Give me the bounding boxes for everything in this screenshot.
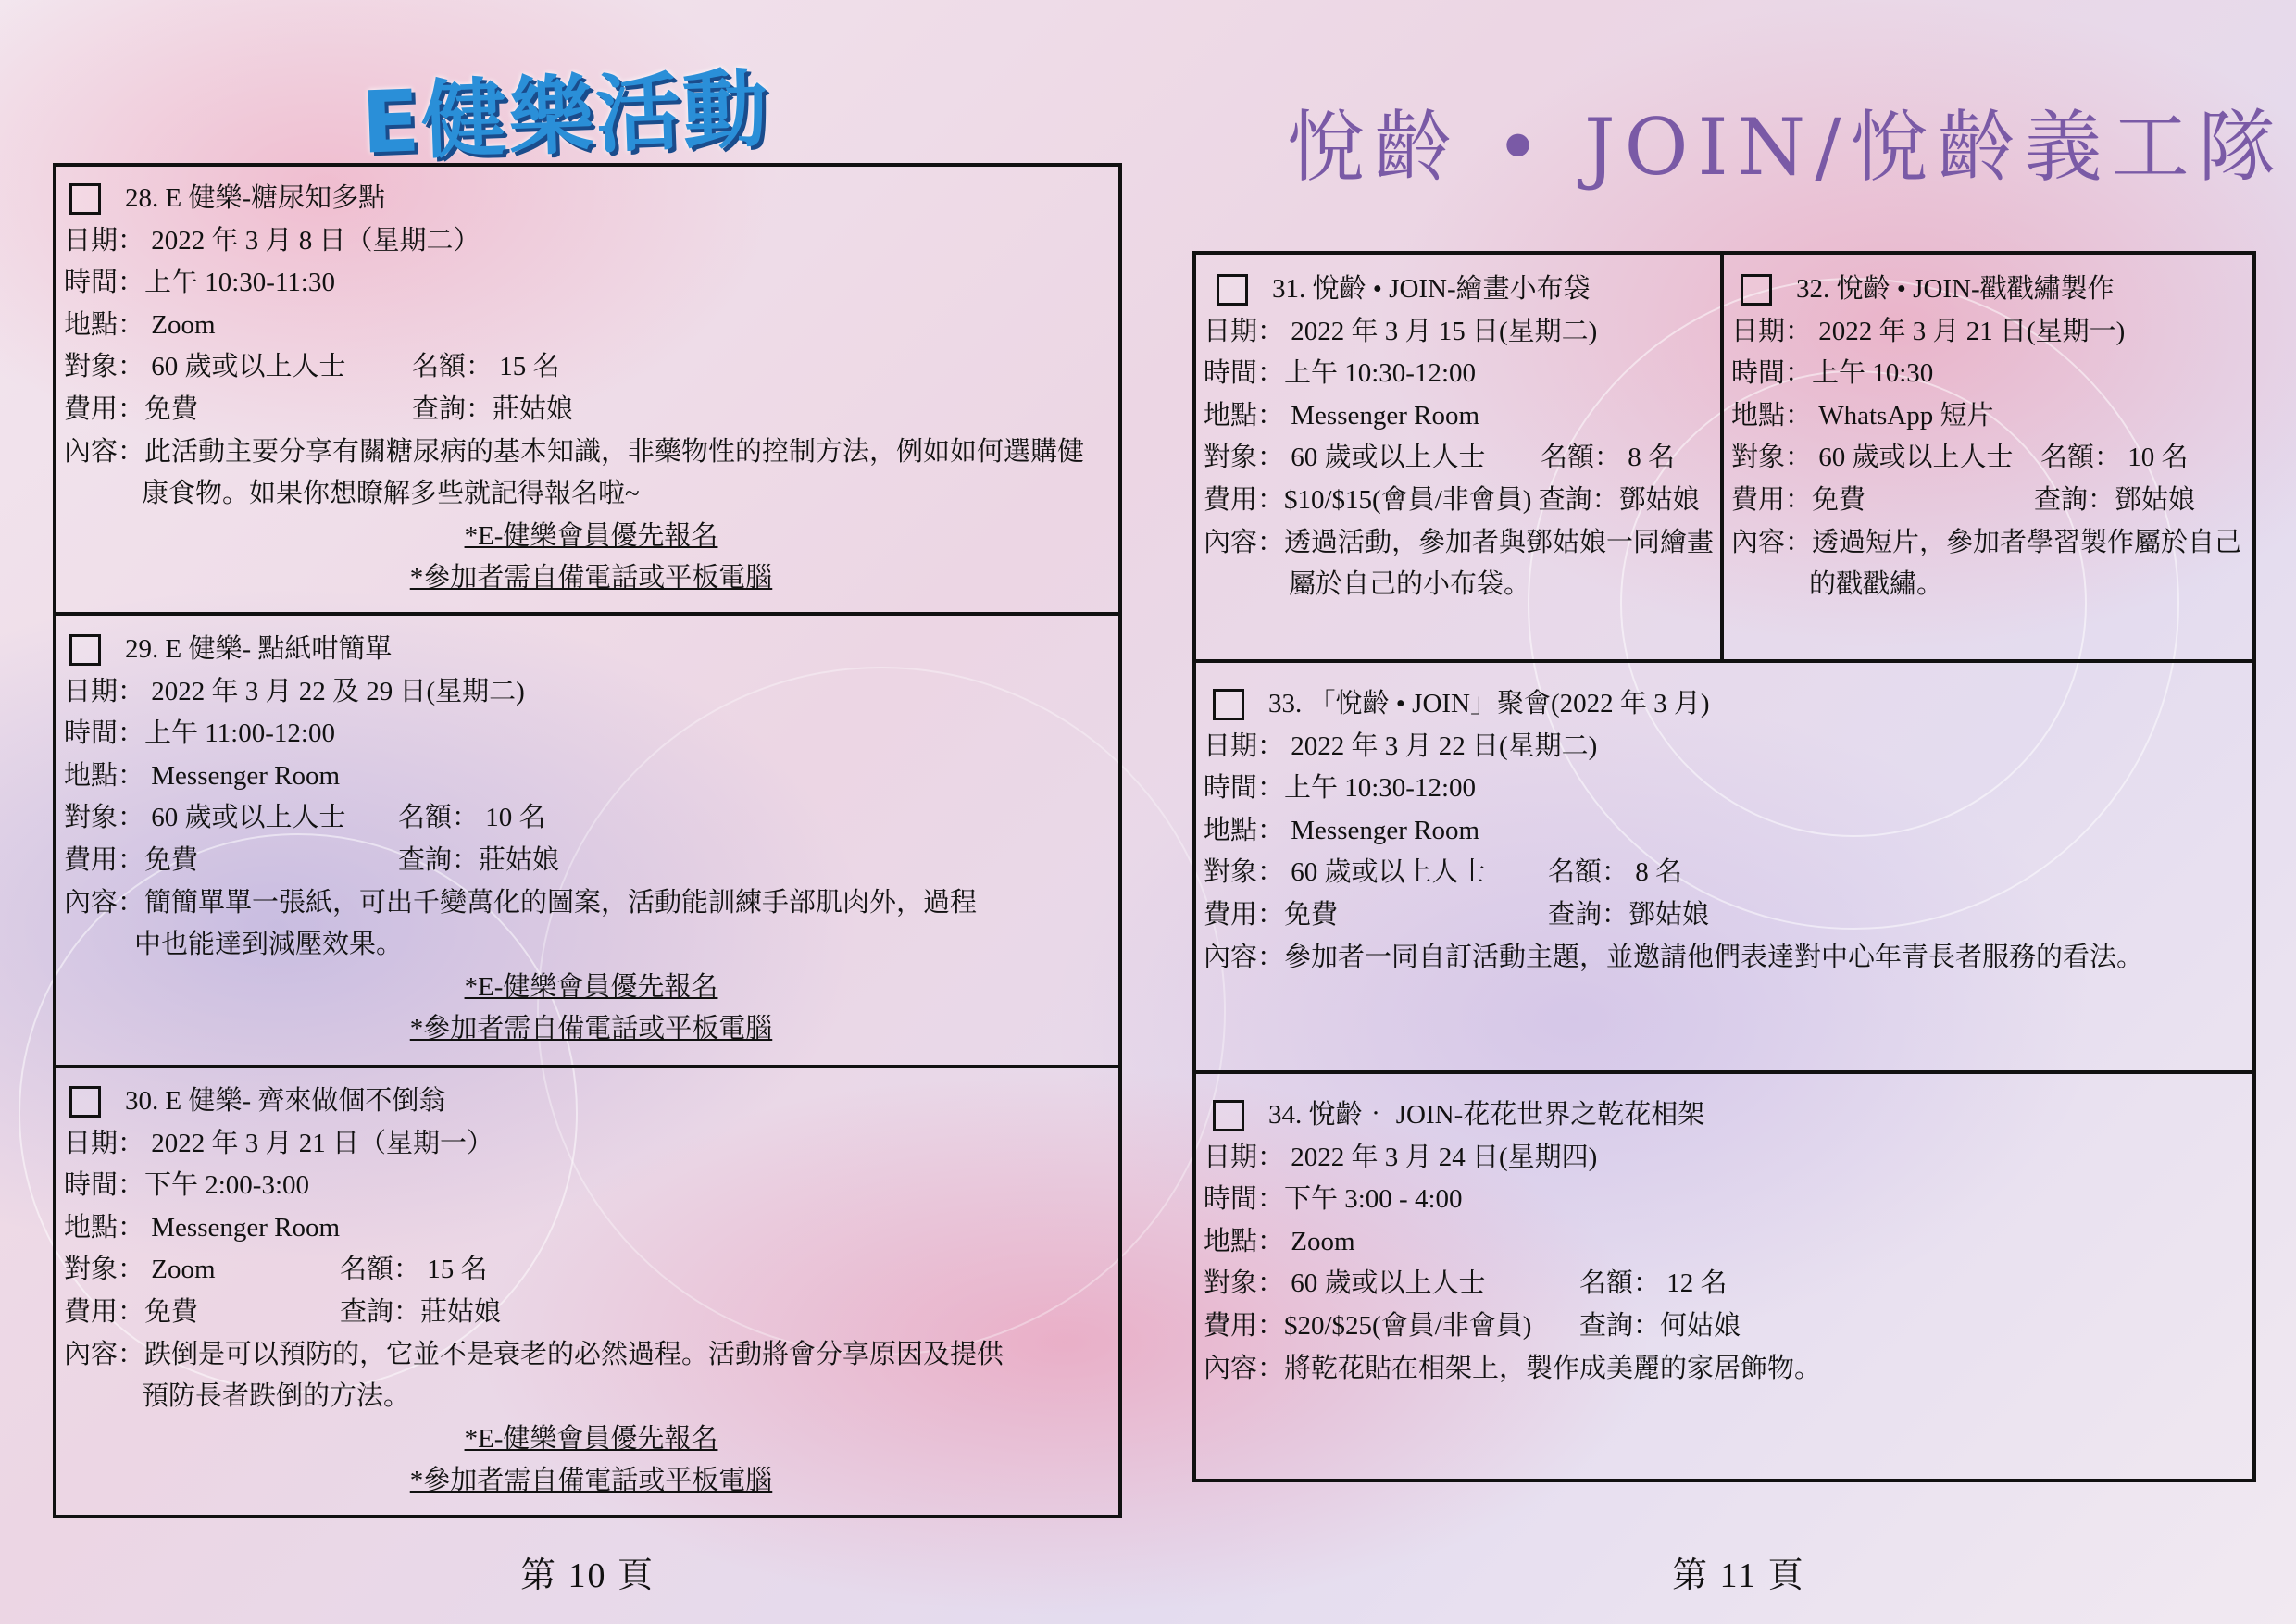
activity-content: 內容：參加者一同自訂活動主題，並邀請他們表達對中心年青長者服務的看法。	[1204, 942, 2144, 972]
divider-32-33	[1192, 659, 2256, 663]
member-priority-note: *E-健樂會員優先報名	[464, 971, 718, 1002]
divider-28-29	[53, 612, 1122, 616]
activity-place: 地點： Zoom	[64, 309, 216, 340]
activity-content-cont: 屬於自己的小布袋。	[1289, 569, 1531, 600]
activity-content-cont: 預防長者跌倒的方法。	[142, 1381, 411, 1412]
activity-target-row	[1204, 852, 2252, 894]
activity-card-30	[56, 1069, 1118, 1515]
activity-place: 地點： Messenger Room	[64, 1212, 341, 1243]
activity-fee: 費用：免費	[64, 394, 199, 424]
activity-content: 內容：透過活動，參加者與鄧姑娘一同繪畫	[1204, 527, 1715, 557]
activity-title: 31. 悅齡 • JOIN-繪畫小布袋	[1272, 274, 1591, 304]
activity-target-row	[64, 797, 1118, 840]
activity-target: 對象： 60 歲或以上人士	[64, 803, 346, 833]
activity-content: 內容：透過短片，參加者學習製作屬於自己	[1731, 527, 2242, 557]
activity-target: 對象： 60 歲或以上人士	[64, 352, 346, 382]
activity-quota: 名額： 15 名	[340, 1255, 488, 1285]
device-note: *參加者需自備電話或平板電腦	[409, 563, 773, 593]
activity-quota: 名額： 8 名	[1548, 857, 1683, 888]
activity-time: 時間：上午 10:30	[1731, 358, 1934, 389]
activity-fee: 費用：免費	[64, 1296, 199, 1327]
checkbox-33[interactable]	[1213, 689, 1244, 720]
activity-title: 33. 「悅齡 • JOIN」聚會(2022 年 3 月)	[1268, 689, 1710, 718]
activity-content-cont: 中也能達到減壓效果。	[134, 930, 404, 960]
activity-target-row	[64, 1249, 1118, 1292]
activity-time: 時間：上午 10:30-11:30	[64, 268, 335, 298]
checkbox-31[interactable]	[1217, 274, 1248, 306]
activity-content-cont: 的戳戳繡。	[1809, 569, 1944, 600]
activity-target: 對象： 60 歲或以上人士	[1204, 857, 1486, 888]
activity-title: 30. E 健樂- 齊來做個不倒翁	[125, 1086, 446, 1116]
activity-title: 34. 悅齡‧ JOIN-花花世界之乾花相架	[1268, 1100, 1705, 1130]
activity-fee: 費用：免費	[1204, 899, 1339, 930]
activity-target: 對象： 60 歲或以上人士	[1204, 1268, 1486, 1299]
activity-time: 時間：上午 10:30-12:00	[1204, 358, 1477, 389]
activity-fee-row	[1204, 1305, 2252, 1348]
activity-enquiry: 查詢：莊姑娘	[398, 844, 560, 875]
activity-place: 地點： Messenger Room	[1204, 400, 1480, 431]
activity-target: 對象： 60 歲或以上人士	[1731, 443, 2014, 473]
activity-quota: 名額： 10 名	[398, 803, 546, 833]
activity-place: 地點： Messenger Room	[1204, 815, 1480, 845]
activity-quota: 名額： 10 名	[2040, 443, 2189, 473]
member-priority-note: *E-健樂會員優先報名	[464, 1423, 718, 1454]
activity-fee: 費用：免費	[1731, 484, 1866, 515]
activity-title: 28. E 健樂-糖尿知多點	[125, 183, 386, 213]
activity-time: 時間：上午 10:30-12:00	[1204, 773, 1477, 804]
checkbox-29[interactable]	[69, 634, 101, 666]
right-page-heading: 悅齡 • JOIN/悅齡義工隊	[1287, 102, 2286, 193]
activity-time: 時間：下午 3:00 - 4:00	[1204, 1184, 1463, 1215]
activity-card-32	[1724, 257, 2253, 659]
activity-fee: 費用：免費	[64, 844, 199, 875]
activity-date: 日期： 2022 年 3 月 21 日(星期一)	[1731, 316, 2126, 346]
activity-card-29	[56, 618, 1118, 1065]
activity-target-row	[64, 346, 1118, 389]
activity-fee: 費用：$10/$15(會員/非會員) 查詢：鄧姑娘	[1204, 484, 1700, 515]
activity-enquiry: 查詢：何姑娘	[1579, 1310, 1741, 1341]
activity-content: 內容：簡簡單單一張紙，可出千變萬化的圖案，活動能訓練手部肌肉外，過程	[64, 887, 978, 918]
activity-quota: 名額： 8 名	[1541, 443, 1676, 473]
activity-content: 內容：跌倒是可以預防的，它並不是衰老的必然過程。活動將會分享原因及提供	[64, 1339, 1004, 1369]
page-number-right: 第 11 頁	[1672, 1556, 1805, 1595]
activity-time: 時間：上午 11:00-12:00	[64, 718, 335, 749]
divider-29-30	[53, 1065, 1122, 1068]
activity-card-34	[1196, 1083, 2252, 1480]
activity-card-28	[56, 167, 1118, 612]
activity-date: 日期： 2022 年 3 月 22 日(星期二)	[1204, 731, 1598, 761]
activity-target-row	[1204, 437, 1720, 480]
divider-33-34	[1192, 1070, 2256, 1074]
activity-fee-row	[64, 840, 1118, 882]
activity-date: 日期： 2022 年 3 月 22 及 29 日(星期二)	[64, 676, 525, 706]
activity-enquiry: 查詢：鄧姑娘	[2034, 484, 2196, 515]
activity-target: 對象： 60 歲或以上人士	[1204, 443, 1486, 473]
activity-place: 地點： Zoom	[1204, 1226, 1355, 1256]
activity-date: 日期： 2022 年 3 月 8 日（星期二）	[64, 225, 480, 256]
activity-place: 地點： WhatsApp 短片	[1731, 400, 1994, 431]
activity-time: 時間：下午 2:00-3:00	[64, 1170, 310, 1201]
device-note: *參加者需自備電話或平板電腦	[409, 1466, 773, 1496]
activity-fee-row	[64, 389, 1118, 431]
activity-place: 地點： Messenger Room	[64, 760, 341, 791]
activity-target-row	[1731, 437, 2253, 480]
activity-content: 內容：此活動主要分享有關糖尿病的基本知識，非藥物性的控制方法，例如如何選購健	[64, 436, 1085, 467]
activity-content-cont: 康食物。如果你想瞭解多些就記得報名啦~	[142, 479, 640, 509]
checkbox-32[interactable]	[1741, 274, 1772, 306]
page-number-left: 第 10 頁	[520, 1556, 655, 1595]
activity-enquiry: 查詢：鄧姑娘	[1548, 899, 1710, 930]
activity-card-33	[1196, 672, 2252, 1070]
left-page-heading: E健樂活動	[359, 59, 771, 173]
activity-content: 內容：將乾花貼在相架上，製作成美麗的家居飾物。	[1204, 1353, 1822, 1383]
checkbox-34[interactable]	[1213, 1100, 1244, 1131]
activity-fee-row	[1731, 480, 2253, 522]
activity-card-31	[1196, 257, 1720, 659]
activity-title: 29. E 健樂- 點紙咁簡單	[125, 634, 393, 664]
member-priority-note: *E-健樂會員優先報名	[464, 520, 718, 551]
activity-enquiry: 查詢：莊姑娘	[412, 394, 574, 424]
activity-fee-row	[64, 1292, 1118, 1334]
activity-date: 日期： 2022 年 3 月 21 日（星期一）	[64, 1128, 494, 1158]
activity-title: 32. 悅齡 • JOIN-戳戳繡製作	[1796, 274, 2115, 304]
checkbox-30[interactable]	[69, 1086, 101, 1118]
device-note: *參加者需自備電話或平板電腦	[409, 1014, 773, 1044]
activity-date: 日期： 2022 年 3 月 24 日(星期四)	[1204, 1142, 1598, 1172]
checkbox-28[interactable]	[69, 183, 101, 215]
activity-date: 日期： 2022 年 3 月 15 日(星期二)	[1204, 316, 1598, 346]
activity-quota: 名額： 15 名	[412, 352, 560, 382]
activity-target: 對象： Zoom	[64, 1255, 216, 1285]
activity-fee: 費用：$20/$25(會員/非會員)	[1204, 1310, 1532, 1341]
activity-quota: 名額： 12 名	[1579, 1268, 1728, 1299]
activity-target-row	[1204, 1263, 2252, 1305]
activity-enquiry: 查詢：莊姑娘	[340, 1296, 502, 1327]
activity-fee-row	[1204, 894, 2252, 937]
